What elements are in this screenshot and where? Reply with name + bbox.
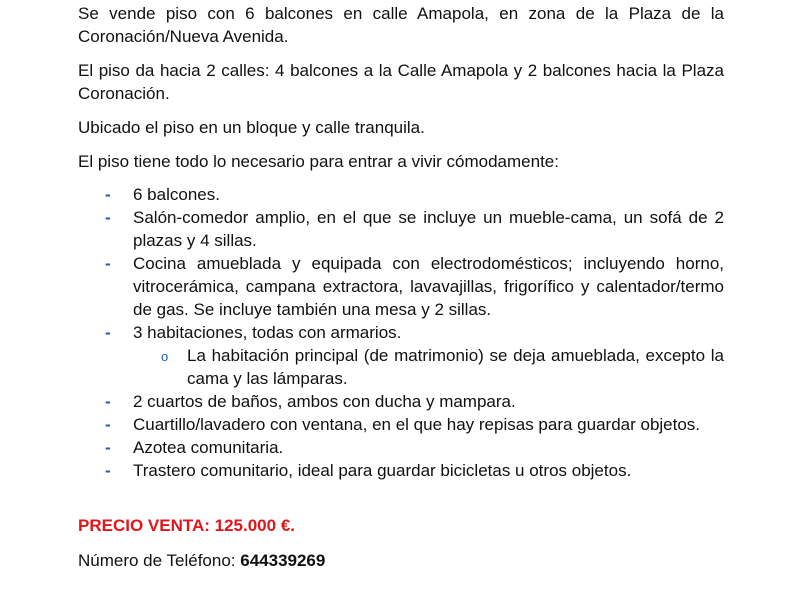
list-item — [78, 413, 724, 436]
list-item — [78, 321, 724, 344]
dash-bullet-icon: - — [105, 392, 111, 411]
phone-line — [78, 549, 724, 572]
dash-bullet-icon: - — [105, 208, 111, 227]
feature-text: Cocina amueblada y equipada con electrodomésticos; incluyendo horno, vitrocerámica, campana extractora, lavavajillas, frigorífico y calentador/termo de gas. Se incluye también una mesa y 2 sillas. — [133, 254, 724, 319]
feature-text: Cuartillo/lavadero con ventana, en el que hay repisas para guardar objetos. — [133, 415, 701, 434]
feature-text: Salón-comedor amplio, en el que se incluye un mueble-cama, un sofá de 2 plazas y 4 sillas. — [133, 208, 724, 250]
list-item — [78, 183, 724, 206]
list-item — [78, 206, 724, 252]
feature-text: 3 habitaciones, todas con armarios. — [133, 323, 402, 342]
sub-list-item — [78, 344, 724, 390]
sale-price: PRECIO VENTA: 125.000 €. — [78, 516, 295, 535]
feature-text: 2 cuartos de baños, ambos con ducha y mampara. — [133, 392, 516, 411]
feature-text: Azotea comunitaria. — [133, 438, 284, 457]
phone-label: Número de Teléfono: — [78, 551, 236, 570]
feature-text: Trastero comunitario, ideal para guardar bicicletas u otros objetos. — [133, 461, 632, 480]
list-item — [78, 459, 724, 482]
list-item — [78, 252, 724, 321]
dash-bullet-icon: - — [105, 254, 111, 273]
intro-paragraph-location: Se vende piso con 6 balcones en calle Amapola, en zona de la Plaza de la Coronación/Nueva Avenida. — [78, 4, 724, 46]
dash-bullet-icon: - — [105, 415, 111, 434]
feature-text: 6 balcones. — [133, 185, 220, 204]
intro-paragraph-features-heading: El piso tiene todo lo necesario para entrar a vivir cómodamente: — [78, 152, 559, 171]
dash-bullet-icon: - — [105, 461, 111, 480]
list-item — [78, 436, 724, 459]
phone-number: 644339269 — [240, 551, 326, 570]
list-item — [78, 390, 724, 413]
intro-paragraph-building: Ubicado el piso en un bloque y calle tranquila. — [78, 118, 425, 137]
dash-bullet-icon: - — [105, 185, 111, 204]
circle-bullet-icon: o — [161, 349, 169, 364]
dash-bullet-icon: - — [105, 323, 111, 342]
intro-paragraph-orientation: El piso da hacia 2 calles: 4 balcones a la Calle Amapola y 2 balcones hacia la Plaza Coronación. — [78, 61, 724, 103]
features-list — [78, 183, 724, 482]
sub-feature-text: La habitación principal (de matrimonio) se deja amueblada, excepto la cama y las lámparas. — [187, 346, 724, 388]
dash-bullet-icon: - — [105, 438, 111, 457]
